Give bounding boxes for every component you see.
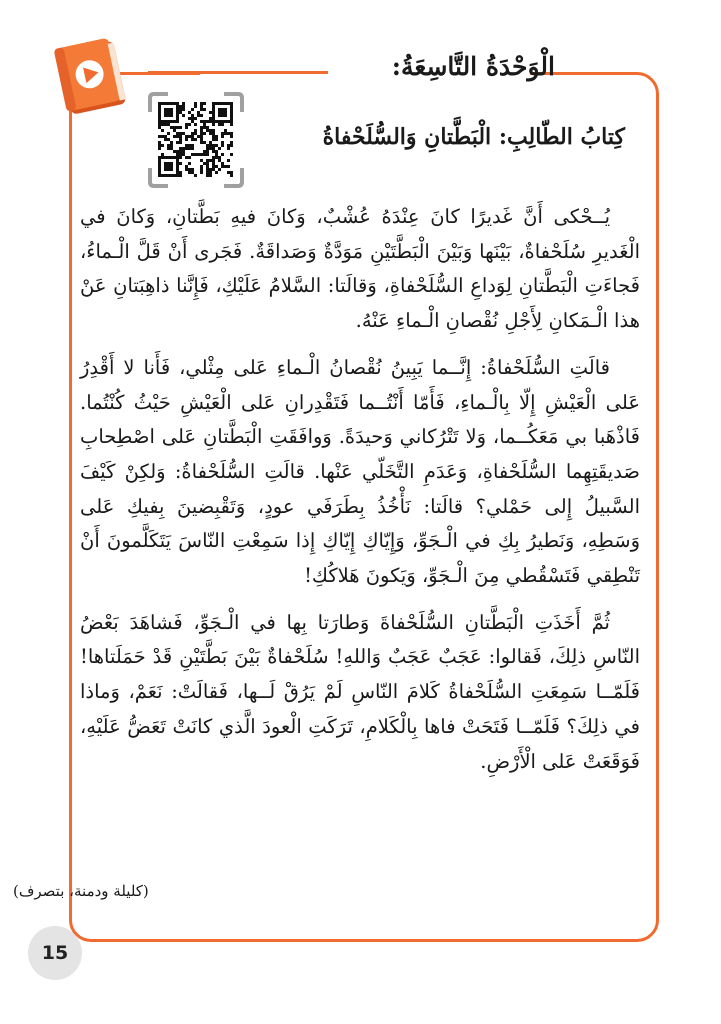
page-number-badge [28, 926, 82, 980]
source-citation: (كليلة ودمنة، بتصرف) [13, 882, 149, 900]
qr-code-icon [148, 92, 244, 188]
story-text [80, 200, 640, 791]
qr-code[interactable] [148, 92, 244, 188]
unit-title: الْوَحْدَةُ التَّاسِعَةُ: [391, 52, 555, 81]
page-number: 15 [41, 942, 69, 964]
play-icon [50, 32, 132, 120]
paragraph-1: يُــحْكى أَنَّ غَديرًا كانَ عِنْدَهُ عُشْبٌ، وَكانَ فيهِ بَطَّتانِ، وَكانَ في الْغَديرِ سُلَحْفاةٌ، بَيْنَها وَبَيْنَ الْبَطَّتَيْنِ مَوَدَّةٌ وَصَداقَةٌ. فَجَرى أَنْ قَلَّ الْـماءُ، فَجاءَتِ الْبَطَّتانِ لِوَداعِ السُّلَحْفاةِ، وَقالَتا: السَّلامُ عَلَيْكِ، فَإِنَّنا ذاهِبَتانِ عَنْ هذا الْـمَكانِ لِأَجْلِ نُقْصانِ الْـماءِ عَنْهُ. [80, 205, 640, 333]
audio-book-button[interactable] [50, 32, 132, 120]
lesson-title: كِتابُ الطّالِبِ: الْبَطَّتانِ وَالسُّلَحْفاةُ [322, 124, 625, 150]
paragraph-2: قالَتِ السُّلَحْفاةُ: إِنَّــما يَبِينُ نُقْصانُ الْـماءِ عَلى مِثْلي، فَأَنا لا أَقْدِرُ عَلى الْعَيْشِ إِلّا بِالْـماءِ، فَأَمّا أَنْتُــما فَتَقْدِرانِ عَلى الْعَيْشِ حَيْثُ كُنْتُما. فَاذْهَبا بي مَعَكُــما، وَلا تَتْرُكاني وَحيدَةً. وَوافَقَتِ الْبَطَّتانِ عَلى اصْطِحابِ صَديقَتِهِما السُّلَحْفاةِ، وَعَدَمِ التَّخَلّي عَنْها. قالَتِ السُّلَحْفاةُ: وَلكِنْ كَيْفَ السَّبيلُ إِلى حَمْلي؟ قالَتا: نَأْخُذُ بِطَرَفَي عودٍ، وَتَقْبِضينَ بِفيكِ عَلى وَسَطِهِ، وَنَطيرُ بِكِ في الْـجَوِّ، وَإِيّاكِ إِيّاكِ إِذا سَمِعْتِ النّاسَ يَتَكَلَّمونَ أَنْ تَنْطِقي فَتَسْقُطي مِنَ الْـجَوِّ، وَيَكونَ هَلاكُكِ! [80, 355, 640, 588]
header-rule [148, 71, 328, 74]
paragraph-3: ثُمَّ أَخَذَتِ الْبَطَّتانِ السُّلَحْفاةَ وَطارَتا بِها في الْـجَوِّ، فَشاهَدَ بَعْضُ النّاسِ ذلِكَ، فَقالوا: عَجَبٌ عَجَبٌ وَاللهِ! سُلَحْفاةٌ بَيْنَ بَطَّتَيْنِ قَدْ حَمَلَتاها! فَلَمّــا سَمِعَتِ السُّلَحْفاةُ كَلامَ النّاسِ لَمْ يَرُقْ لَــها، فَقالَتْ: نَعَمْ، وَماذا في ذلِكَ؟ فَلَمّــا فَتَحَتْ فاها بِالْكَلامِ، تَرَكَتِ الْعودَ الَّذي كانَتْ تَعَضُّ عَلَيْهِ، فَوَقَعَتْ عَلى الْأَرْضِ. [80, 610, 640, 773]
